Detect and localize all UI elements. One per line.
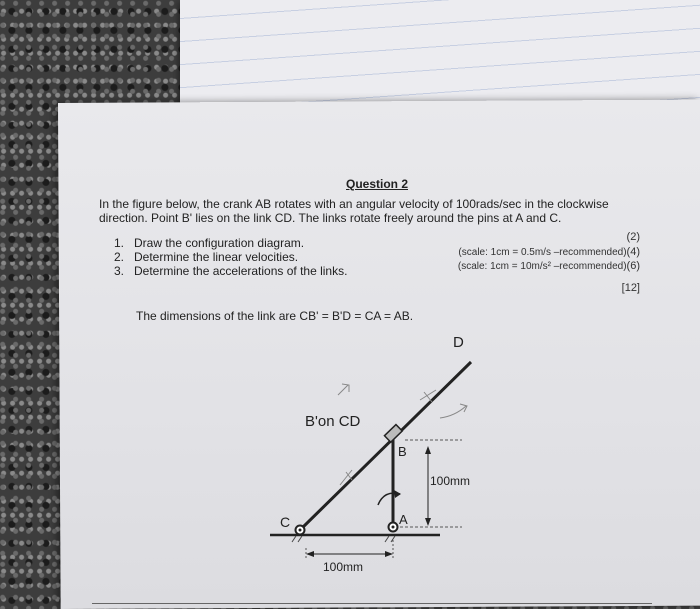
- dimensions-text: The dimensions of the link are CB' = B'D = CA = AB.: [136, 309, 414, 323]
- label-c: C: [280, 514, 291, 530]
- scale-note: (scale: 1cm = 10m/s² –recommended): [457, 261, 627, 272]
- arrow-right-icon: [385, 551, 393, 557]
- task-text: Determine the accelerations of the links.: [134, 264, 348, 278]
- task-number: 1.: [114, 236, 125, 250]
- arrow-up-icon: [425, 446, 431, 454]
- pin-c-center: [299, 529, 302, 532]
- ground-hatching: [292, 536, 395, 542]
- arrow-down-icon: [425, 518, 431, 526]
- mark-value: (4): [626, 246, 640, 258]
- footer-rule: [92, 603, 652, 604]
- total-marks: [12]: [621, 282, 640, 294]
- task-number: 2.: [114, 250, 125, 264]
- pin-a-center: [392, 526, 395, 529]
- scale-note: (scale: 1cm = 0.5m/s –recommended): [458, 247, 627, 258]
- intro-line-2: direction. Point B' lies on the link CD. The links rotate freely around the pins at A and C.: [99, 211, 562, 225]
- arrow-left-icon: [306, 551, 314, 557]
- task-number: 3.: [114, 264, 125, 278]
- task-text: Draw the configuration diagram.: [134, 236, 305, 250]
- slider-block: [384, 425, 402, 443]
- label-a: A: [399, 512, 408, 527]
- label-b-on-cd: B'on CD: [305, 413, 361, 430]
- task-text: Determine the linear velocities.: [134, 250, 299, 264]
- pencil-marks: [338, 384, 467, 485]
- dim-horizontal-label: 100mm: [323, 560, 364, 574]
- dim-vertical-label: 100mm: [430, 474, 471, 488]
- label-d: D: [453, 334, 464, 351]
- rotation-arrowhead-icon: [394, 490, 401, 498]
- label-b: B: [398, 444, 407, 459]
- mark-value: (2): [626, 231, 640, 243]
- link-cd: [300, 362, 471, 530]
- intro-line-1: In the figure below, the crank AB rotates with an angular velocity of 100rads/sec in the clockwise: [99, 197, 609, 211]
- mark-value: (6): [626, 260, 640, 272]
- question-title: Question 2: [346, 177, 409, 191]
